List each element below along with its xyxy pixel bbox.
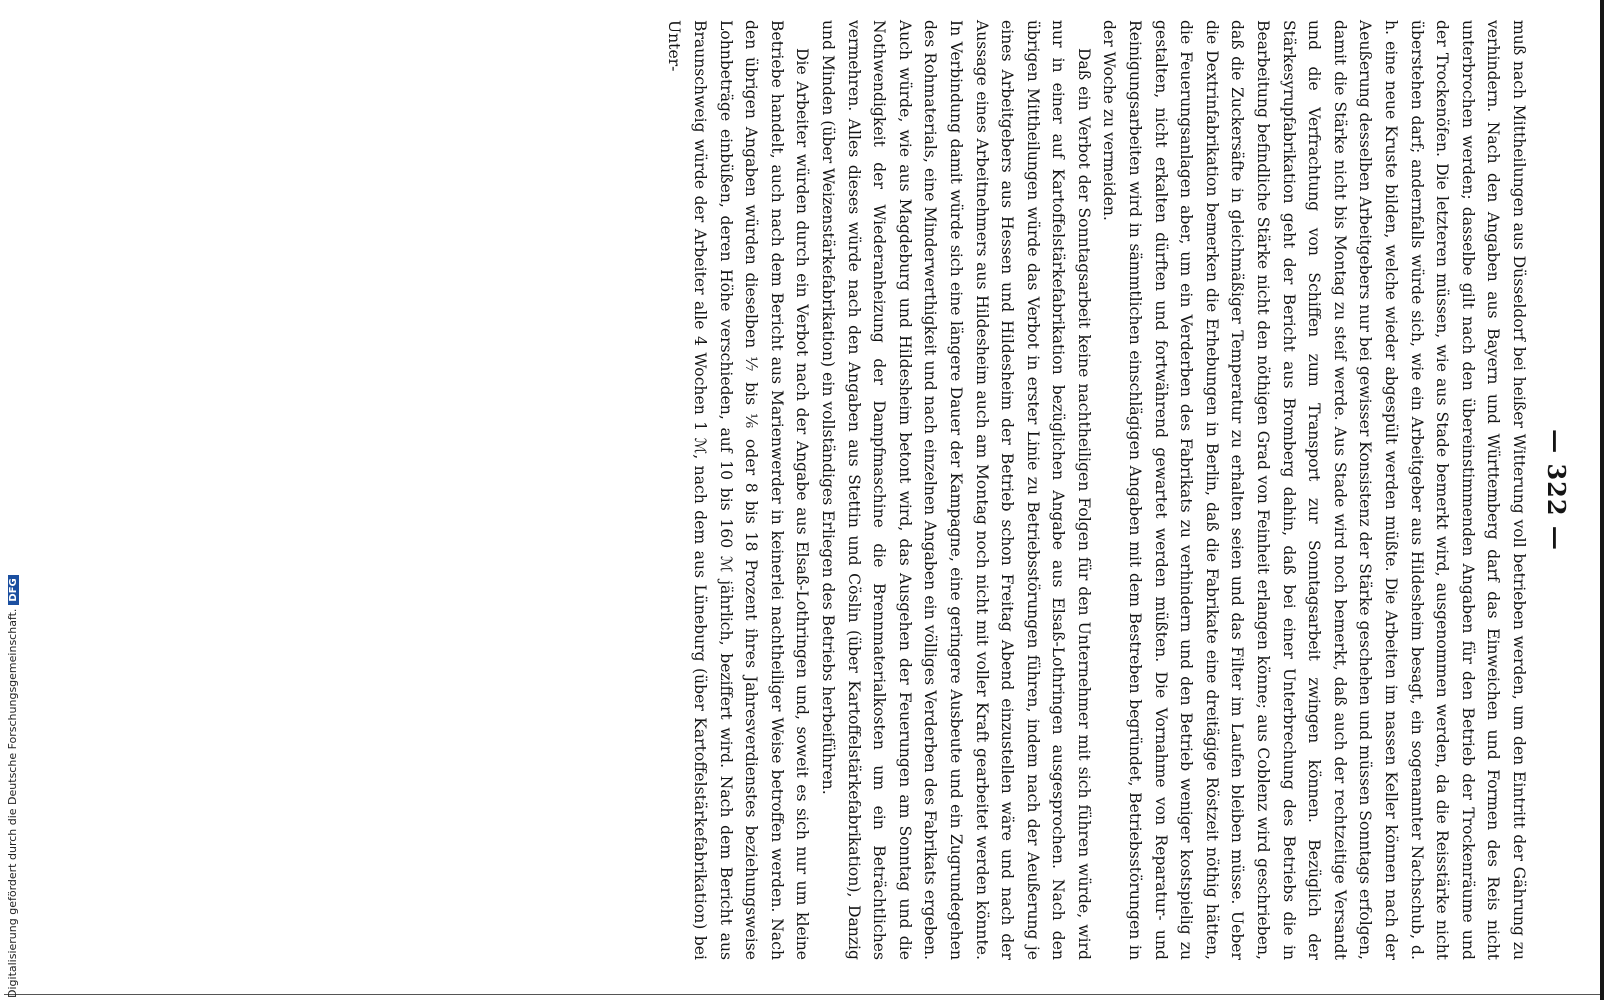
paragraph-1: muß nach Mittheilungen aus Düsseldorf bei heißer Witterung voll betrieben werden, um den Eintritt der Gährung zu verhindern. Nach den Angaben aus Bayern und Württemberg darf das Einweichen und Formen des Reis nicht unterbrochen werden; dasselbe gilt nach den übereinstimmenden Angaben für den Betrieb der Trockenräume und der Trockenöfen. Die letzteren müssen, wie aus Stade bemerkt wird, ausgenommen werden, da die Reisstärke nicht überstehen darf; andernfalls würde sich, wie ein Arbeitgeber aus Hildesheim besagt, ein sogenannter Nachschub, d. h. eine neue Kruste bilden, welche wieder abgespült werden müßte. Die Arbeiten im nassen Keller können nach der Aeußerung desselben Arbeitgebers nur bei gewisser Konsistenz der Stärke geschehen und müssen Sonntags erfolgen, damit die Stärke nicht bis Montag zu steif werde. Aus Stade wird noch bemerkt, daß auch der rechtzeitige Versandt und die Verfrachtung von Schiffen zum Transport zur Sonntagsarbeit zwingen können. Bezüglich der Stärkesyrupfabrikation geht der Bericht aus Bromberg dahin, daß bei einer Unterbrechung des Betriebs die in Bearbeitung befindliche Stärke nicht den nöthigen Grad von Feinheit erlangen könne; aus Coblenz wird geschrieben, daß die Zuckersäfte in gleichmäßiger Temperatur zu erhalten seien und das Filter im Laufen bleiben müsse. Ueber die Dextrinfabrikation bemerken die Erhebungen in Berlin, daß die Fabrikate eine dreitägige Röstzeit nöthig hätten, die Feuerungsanlagen aber, um ein Verderben des Fabrikats zu verhindern und den Betrieb weniger kostspielig zu gestalten, nicht erkalten dürften und fortwährend gewartet werden müßten. Die Vornahme von Reparatur- und Reinigungsarbeiten wird in sämmtlichen einschlägigen Angaben mit dem Bestreben begründet, Betriebsstörungen in der Woche zu vermeiden.	[1100, 20, 1528, 960]
text-block	[665, 20, 1531, 960]
page-edge-shadow	[1600, 0, 1604, 1000]
credit-text: Digitalisierung gefördert durch die Deutsche Forschungsgemeinschaft.	[6, 608, 19, 998]
rotated-page-content	[665, 10, 1571, 970]
paragraph-3: Die Arbeiter würden durch ein Verbot nach der Angabe aus Elsaß-Lothringen und, soweit es sich nur um kleine Betriebe handelt, auch nach dem Bericht aus Marienwerder in keinerlei nachtheiliger Weise betroffen werden. Nach den übrigen Angaben würden dieselben ⅐ bis ⅙ oder 8 bis 18 Prozent ihres Jahresverdienstes beziehungsweise Lohnbeträge einbüßen, deren Höhe verschieden, auf 10 bis 160 ℳ jährlich, beziffert wird. Nach dem Bericht aus Braunschweig würde der Arbeiter alle 4 Wochen 1 ℳ, nach dem aus Lüneburg (über Kartoffelstärkefabrikation) bei Unter-	[665, 20, 812, 960]
page-number: — 322 —	[1542, 429, 1571, 551]
paragraph-2: Daß ein Verbot der Sonntagsarbeit keine nachtheiligen Folgen für den Unternehmer mit sich führen würde, wird nur in einer auf Kartoffelstärkefabrikation bezüglichen Angabe aus Elsaß-Lothringen ausgesprochen. Nach den übrigen Mittheilungen würde das Verbot in erster Linie zu Betriebsstörungen führen, indem nach der Aeußerung je eines Arbeitgebers aus Hessen und Hildesheim der Betrieb schon Freitag Abend einzustellen wäre und nach der Aussage eines Arbeitnehmers aus Hildesheim auch am Montag noch nicht mit voller Kraft gearbeitet werden könnte. In Verbindung damit würde sich eine längere Dauer der Kampagne, eine geringere Ausbeute und ein Zugrundegehen des Rohmaterials, eine Minderwerthigkeit und nach einzelnen Angaben ein völliges Verderben des Fabrikats ergeben. Auch würde, wie aus Magdeburg und Hildesheim betont wird, das Ausgehen der Feuerungen am Sonntag und die Nothwendigkeit der Wiederanheizung der Dampfmaschine die Brennmaterialkosten um ein Beträchtliches vermehren. Alles dieses würde nach den Angaben aus Stettin und Cöslin (über Kartoffelstärkefabrikation), Danzig und Minden (über Weizenstärkefabrikation) ein vollständiges Erliegen des Betriebs herbeiführen.	[818, 20, 1093, 960]
page-bottom-line	[4, 994, 1600, 995]
digitization-credit	[6, 575, 19, 998]
dfg-logo: DFG	[8, 575, 19, 604]
